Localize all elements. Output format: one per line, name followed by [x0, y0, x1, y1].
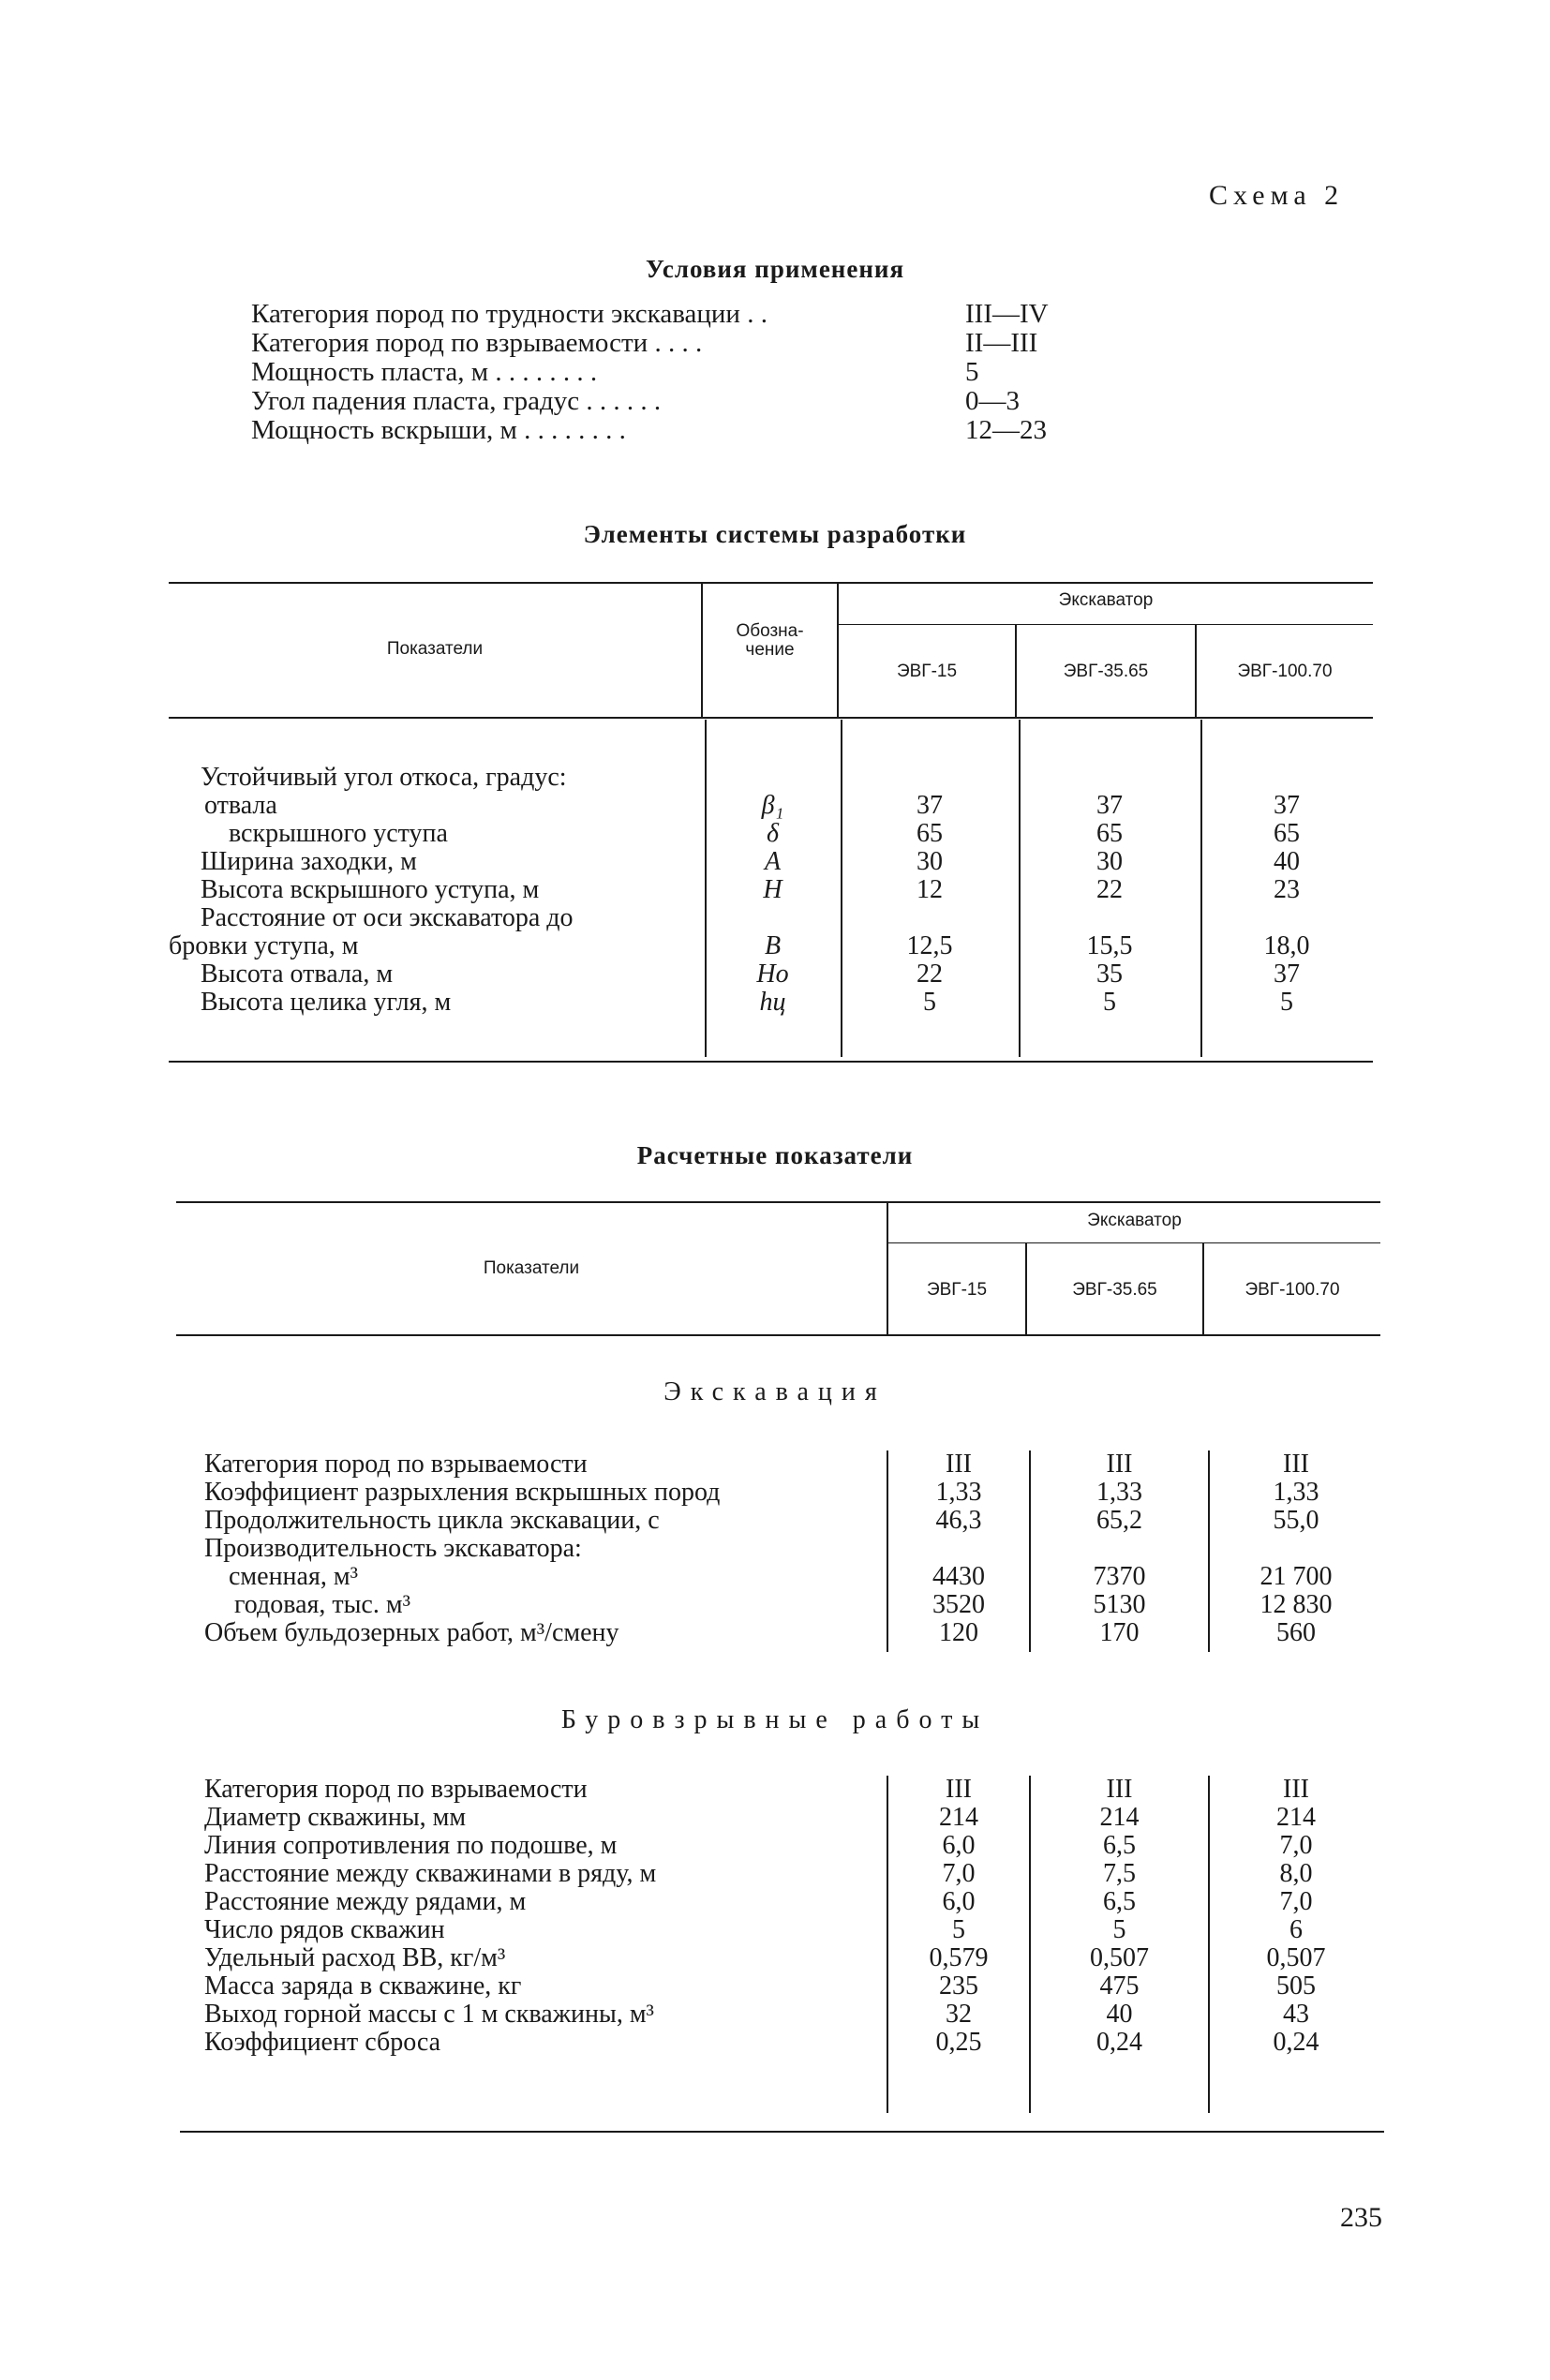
row-value: 43 — [1283, 2000, 1309, 2029]
conditions-list — [251, 300, 1153, 445]
row-value: 505 — [1276, 1971, 1316, 2001]
header-model: ЭВГ-35.65 — [1063, 662, 1149, 681]
row-label: Масса заряда в скважине, кг — [204, 1971, 522, 2001]
row-value: 5130 — [1093, 1590, 1146, 1619]
row-value: 0,507 — [1266, 1943, 1326, 1972]
elements-title: Элементы системы разработки — [583, 520, 967, 548]
row-symbol: Hо — [756, 959, 789, 989]
row-value: III — [1106, 1775, 1133, 1804]
row-label: Расстояние от оси экскаватора до — [201, 903, 574, 932]
condition-dots: . . . . — [648, 329, 703, 358]
row-value: 12 830 — [1259, 1590, 1333, 1619]
row-value: 4430 — [932, 1562, 985, 1591]
row-value: 35 — [1096, 959, 1123, 989]
row-value: 21 700 — [1259, 1562, 1333, 1591]
row-label: Ширина заходки, м — [201, 847, 417, 876]
row-value: 5 — [923, 988, 936, 1017]
table-rule — [169, 1061, 1373, 1063]
condition-value: 12—23 — [965, 415, 1047, 445]
row-value: III — [1283, 1450, 1309, 1479]
row-value: 214 — [1276, 1803, 1316, 1832]
row-symbol: A — [764, 847, 782, 876]
row-value: 5 — [952, 1915, 965, 1944]
row-label: Удельный расход ВВ, кг/м³ — [204, 1943, 506, 1972]
row-label: Категория пород по взрываемости — [204, 1450, 588, 1479]
table-rule — [176, 1334, 1380, 1336]
row-label: Устойчивый угол откоса, градус: — [201, 763, 567, 792]
row-label: Диаметр скважины, мм — [204, 1803, 467, 1832]
row-value: 0,579 — [929, 1943, 989, 1972]
row-value: 6,5 — [1103, 1831, 1136, 1860]
table-rule — [888, 1242, 1380, 1243]
row-value: 6,5 — [1103, 1887, 1136, 1916]
row-value: 3520 — [932, 1590, 985, 1619]
condition-row — [251, 416, 1153, 445]
row-label: бровки уступа, м — [169, 931, 359, 960]
row-label: Высота вскрышного уступа, м — [201, 875, 540, 904]
header-model: ЭВГ-15 — [926, 1280, 988, 1300]
condition-label: Категория пород по взрываемости — [251, 329, 648, 358]
row-value: 37 — [917, 791, 943, 820]
condition-dots: . . . . . . . . — [516, 416, 626, 445]
row-label: Производительность экскаватора: — [204, 1534, 582, 1563]
header-model: ЭВГ-100.70 — [1237, 662, 1333, 681]
row-label: Линия сопротивления по подошве, м — [204, 1831, 618, 1860]
row-value: 0,24 — [1096, 2028, 1142, 2057]
row-value: 37 — [1274, 959, 1300, 989]
row-value: 12,5 — [906, 931, 953, 960]
row-value: 1,33 — [1273, 1478, 1319, 1507]
row-value: 12 — [917, 875, 943, 904]
header-excavator: Экскаватор — [1058, 590, 1154, 610]
row-symbol: B — [764, 931, 782, 960]
condition-label: Мощность вскрыши, м — [251, 416, 517, 445]
row-label: Коэффициент разрыхления вскрышных пород — [204, 1478, 721, 1507]
row-value: 30 — [1096, 847, 1123, 876]
condition-label: Категория пород по трудности экскавации — [251, 300, 740, 329]
row-label: годовая, тыс. м³ — [234, 1590, 410, 1619]
table-rule — [839, 624, 1373, 625]
header-designation-line2: чение — [745, 640, 795, 660]
row-value: 214 — [1099, 1803, 1140, 1832]
calc-title: Расчетные показатели — [636, 1141, 914, 1169]
row-value: 40 — [1106, 2000, 1133, 2029]
row-value: 22 — [917, 959, 943, 989]
row-value: 475 — [1099, 1971, 1140, 2001]
condition-dots: . . . . . . — [579, 387, 662, 416]
row-value: 30 — [917, 847, 943, 876]
table-rule — [180, 2131, 1384, 2133]
row-symbol: hц — [759, 988, 786, 1017]
table-rule — [176, 1201, 1380, 1203]
condition-row — [251, 358, 1153, 387]
row-value: 23 — [1274, 875, 1300, 904]
row-value: 22 — [1096, 875, 1123, 904]
condition-row — [251, 387, 1153, 416]
table-rule — [169, 582, 1373, 584]
row-value: 0,25 — [935, 2028, 982, 2057]
row-value: 120 — [939, 1618, 978, 1647]
drilling-section-title: Буровзрывные работы — [560, 1705, 990, 1734]
row-value: 65 — [1274, 819, 1300, 848]
row-label: Выход горной массы с 1 м скважины, м³ — [204, 2000, 654, 2029]
row-value: 46,3 — [935, 1506, 982, 1535]
row-value: 214 — [939, 1803, 978, 1832]
header-designation — [703, 622, 837, 660]
row-value: 0,507 — [1090, 1943, 1149, 1972]
condition-value: 0—3 — [965, 386, 1020, 416]
row-symbol: β₁ — [761, 791, 784, 820]
row-value: 5 — [1103, 988, 1116, 1017]
row-value: 7,0 — [1279, 1887, 1313, 1916]
row-label: Высота целика угля, м — [201, 988, 452, 1017]
row-value: 5 — [1280, 988, 1293, 1017]
header-model: ЭВГ-35.65 — [1072, 1280, 1157, 1300]
row-label: вскрышного уступа — [229, 819, 448, 848]
row-label: отвала — [204, 791, 277, 820]
row-value: 170 — [1099, 1618, 1140, 1647]
header-excavator: Экскаватор — [1087, 1211, 1182, 1230]
row-value: 5 — [1112, 1915, 1126, 1944]
row-value: 37 — [1096, 791, 1123, 820]
row-label: Коэффициент сброса — [204, 2028, 441, 2057]
condition-label: Мощность пласта, м — [251, 358, 489, 387]
row-label: Расстояние между скважинами в ряду, м — [204, 1859, 657, 1888]
row-value: 6,0 — [942, 1887, 976, 1916]
conditions-title: Условия применения — [645, 255, 905, 283]
header-indicators: Показатели — [483, 1258, 580, 1278]
row-value: 7,0 — [1279, 1831, 1313, 1860]
condition-row — [251, 300, 1153, 329]
row-value: 7,0 — [942, 1859, 976, 1888]
row-value: 18,0 — [1263, 931, 1310, 960]
row-value: 7,5 — [1103, 1859, 1136, 1888]
condition-label: Угол падения пласта, градус — [251, 387, 580, 416]
row-symbol: H — [763, 875, 782, 904]
row-label: Объем бульдозерных работ, м³/смену — [204, 1618, 619, 1647]
condition-value: 5 — [965, 357, 979, 387]
row-value: III — [946, 1775, 972, 1804]
row-label: сменная, м³ — [229, 1562, 358, 1591]
scheme-label: Схема 2 — [1209, 180, 1345, 211]
table-rule — [169, 717, 1373, 719]
condition-dots: . . — [739, 300, 768, 329]
row-value: 1,33 — [935, 1478, 982, 1507]
condition-dots: . . . . . . . . — [488, 358, 598, 387]
row-value: 6 — [1289, 1915, 1303, 1944]
row-value: 1,33 — [1096, 1478, 1142, 1507]
row-value: 40 — [1274, 847, 1300, 876]
header-model: ЭВГ-100.70 — [1244, 1280, 1340, 1300]
condition-value: II—III — [965, 328, 1038, 358]
row-value: 235 — [939, 1971, 978, 2001]
row-value: 0,24 — [1273, 2028, 1319, 2057]
row-label: Категория пород по взрываемости — [204, 1775, 588, 1804]
row-value: 65,2 — [1096, 1506, 1142, 1535]
page-number: 235 — [1340, 2202, 1382, 2233]
row-symbol: δ — [766, 819, 779, 848]
excavation-section-title: Экскавация — [663, 1377, 887, 1406]
row-value: III — [1283, 1775, 1309, 1804]
row-label: Расстояние между рядами, м — [204, 1887, 527, 1916]
row-value: 65 — [917, 819, 943, 848]
row-value: III — [946, 1450, 972, 1479]
row-value: 15,5 — [1086, 931, 1133, 960]
header-model: ЭВГ-15 — [896, 662, 958, 681]
row-value: 37 — [1274, 791, 1300, 820]
row-label: Число рядов скважин — [204, 1915, 445, 1944]
row-value: 8,0 — [1279, 1859, 1313, 1888]
row-value: 32 — [946, 2000, 972, 2029]
condition-value: III—IV — [965, 299, 1049, 329]
header-designation-line1: Обозна- — [736, 621, 804, 641]
header-indicators: Показатели — [386, 639, 484, 659]
row-value: 6,0 — [942, 1831, 976, 1860]
row-value: III — [1106, 1450, 1133, 1479]
row-value: 55,0 — [1273, 1506, 1319, 1535]
row-value: 65 — [1096, 819, 1123, 848]
row-value: 560 — [1276, 1618, 1316, 1647]
row-label: Продолжительность цикла экскавации, с — [204, 1506, 660, 1535]
row-value: 7370 — [1093, 1562, 1146, 1591]
condition-row — [251, 329, 1153, 358]
row-label: Высота отвала, м — [201, 959, 394, 989]
